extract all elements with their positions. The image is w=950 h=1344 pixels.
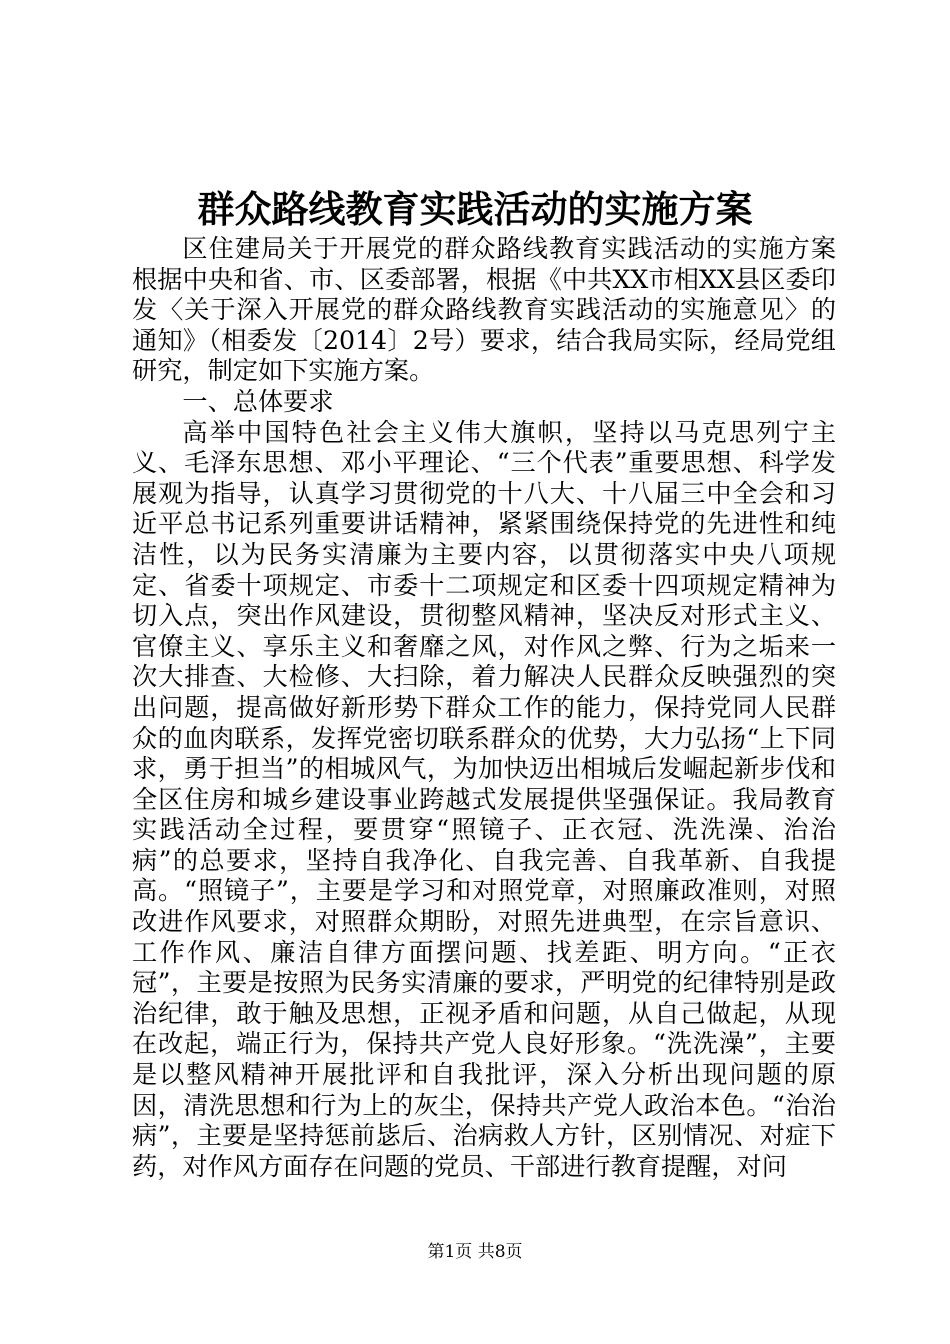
section-heading: 一、总体要求: [182, 386, 334, 416]
intro-paragraph: 区住建局关于开展党的群众路线教育实践活动的实施方案根据中央和省、市、区委部署，根据《中共XX市相XX县区委印发〈关于深入开展党的群众路线教育实践活动的实施意见〉的通知》（相委发〔2014〕2号）要求，结合我局实际，经局党组研究，制定如下实施方案。: [132, 234, 836, 386]
page-footer: 第1页 共8页: [427, 1242, 523, 1262]
body-paragraph: 高举中国特色社会主义伟大旗帜，坚持以马克思列宁主义、毛泽东思想、邓小平理论、“三个代表”重要思想、科学发展观为指导，认真学习贯彻党的十八大、十八届三中全会和习近平总书记系列重要讲话精神，紧紧围绕保持党的先进性和纯洁性，以为民务实清廉为主要内容，以贯彻落实中央八项规定、省委十项规定、市委十二项规定和区委十四项规定精神为切入点，突出作风建设，贯彻整风精神，坚决反对形式主义、官僚主义、享乐主义和奢靡之风，对作风之弊、行为之垢来一次大排查、大检修、大扫除，着力解决人民群众反映强烈的突出问题，提高做好新形势下群众工作的能力，保持党同人民群众的血肉联系，发挥党密切联系群众的优势，大力弘扬“上下同求，勇于担当”的相城风气，为加快迈出相城后发崛起新步伐和全区住房和城乡建设事业跨越式发展提供坚强保证。我局教育实践活动全过程，要贯穿“照镜子、正衣冠、洗洗澡、治治病”的总要求，坚持自我净化、自我完善、自我革新、自我提高。“照镜子”，主要是学习和对照党章，对照廉政准则，对照改进作风要求，对照群众期盼，对照先进典型，在宗旨意识、工作作风、廉洁自律方面摆问题、找差距、明方向。“正衣冠”，主要是按照为民务实清廉的要求，严明党的纪律特别是政治纪律，敢于触及思想，正视矛盾和问题，从自己做起，从现在改起，端正行为，保持共产党人良好形象。“洗洗澡”，主要是以整风精神开展批评和自我批评，深入分析出现问题的原因，清洗思想和行为上的灰尘，保持共产党人政治本色。“治治病”，主要是坚持惩前毖后、治病救人方针，区别情况、对症下药，对作风方面存在问题的党员、干部进行教育提醒，对问: [132, 417, 836, 1181]
document-body: [132, 234, 836, 1182]
document-title: 群众路线教育实践活动的实施方案: [197, 187, 753, 231]
